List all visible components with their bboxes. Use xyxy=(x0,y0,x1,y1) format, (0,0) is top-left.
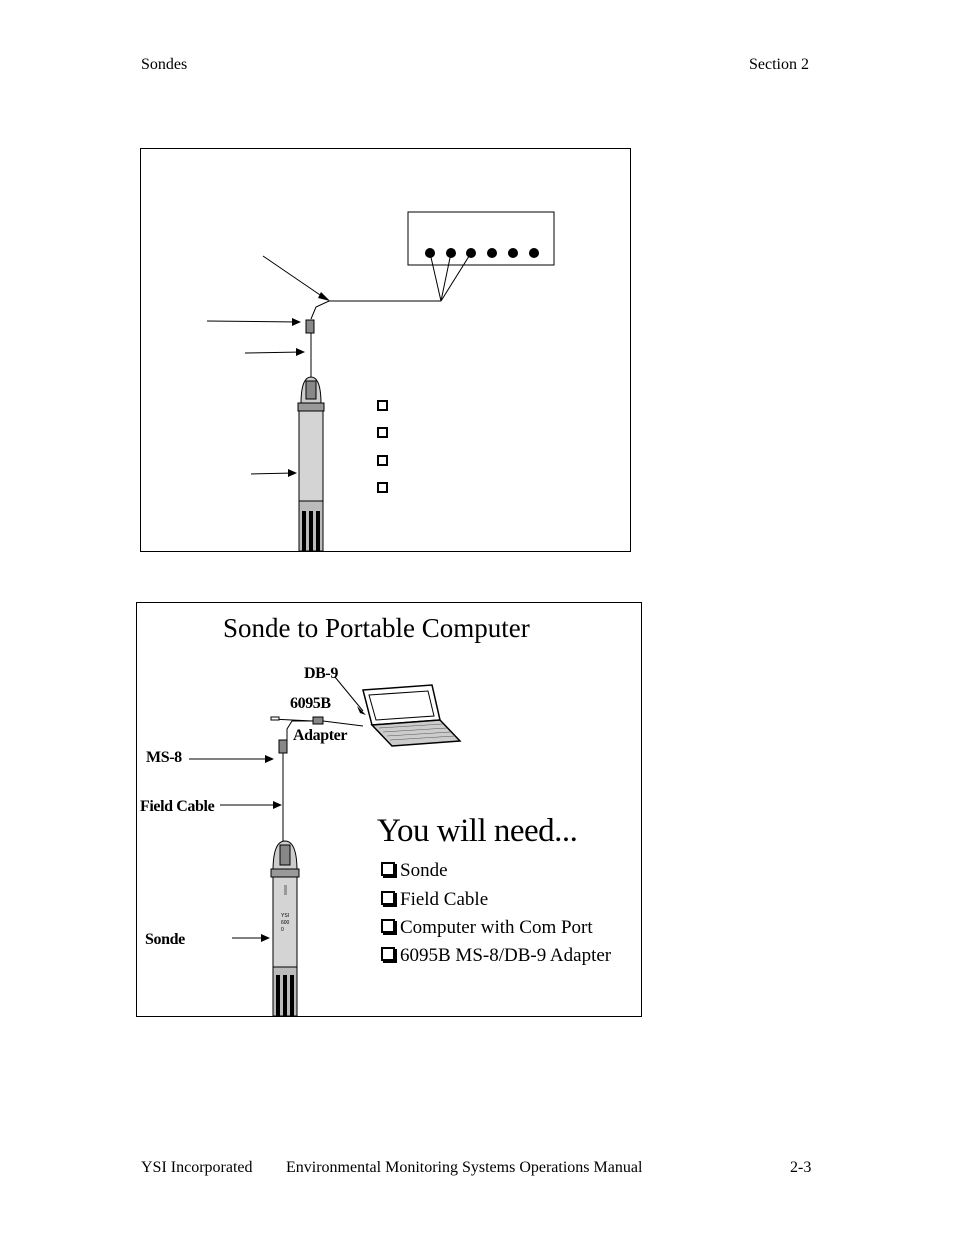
checklist-item-label: Sonde xyxy=(400,860,448,881)
figure-sonde-to-datalogger xyxy=(140,148,631,552)
checklist-item xyxy=(381,917,593,939)
checkbox-icon xyxy=(381,919,395,933)
figure-sonde-to-portable-computer xyxy=(136,602,642,1017)
footer-company: YSI Incorporated xyxy=(141,1159,253,1176)
label-sonde: Sonde xyxy=(145,931,185,948)
footer-manual-title: Environmental Monitoring Systems Operations Manual xyxy=(286,1159,643,1176)
sonde-body-text-2: 600 xyxy=(281,920,290,926)
sonde-drawing-1 xyxy=(298,377,324,551)
label-adapter: Adapter xyxy=(293,727,348,744)
sonde-body-text-1: YSI xyxy=(281,913,290,919)
header-section-number: Section 2 xyxy=(749,56,809,73)
you-will-need-heading: You will need... xyxy=(377,813,578,849)
checklist-item xyxy=(381,945,611,967)
label-adapter-model: 6095B xyxy=(290,695,331,712)
figure-title: Sonde to Portable Computer xyxy=(223,613,530,643)
checklist-item-label: Field Cable xyxy=(400,889,489,910)
label-db9: DB-9 xyxy=(304,665,338,682)
label-field-cable: Field Cable xyxy=(140,798,215,815)
checkbox-icon xyxy=(381,891,395,905)
checkbox-icon xyxy=(381,947,395,961)
checklist-item xyxy=(381,860,448,882)
diagram-sonde-to-datalogger xyxy=(141,149,630,551)
checklist-item-label: Computer with Com Port xyxy=(400,917,593,938)
footer-page-number: 2-3 xyxy=(790,1159,812,1176)
checklist-item xyxy=(381,889,488,911)
header-section-name: Sondes xyxy=(141,56,188,73)
sonde-body-text-3: 0 xyxy=(281,927,284,933)
label-ms8: MS-8 xyxy=(146,749,182,766)
checkbox-icon xyxy=(381,862,395,876)
sonde-drawing-2 xyxy=(271,841,299,1016)
checklist-item-label: 6095B MS-8/DB-9 Adapter xyxy=(400,945,612,966)
laptop-drawing xyxy=(363,685,460,746)
